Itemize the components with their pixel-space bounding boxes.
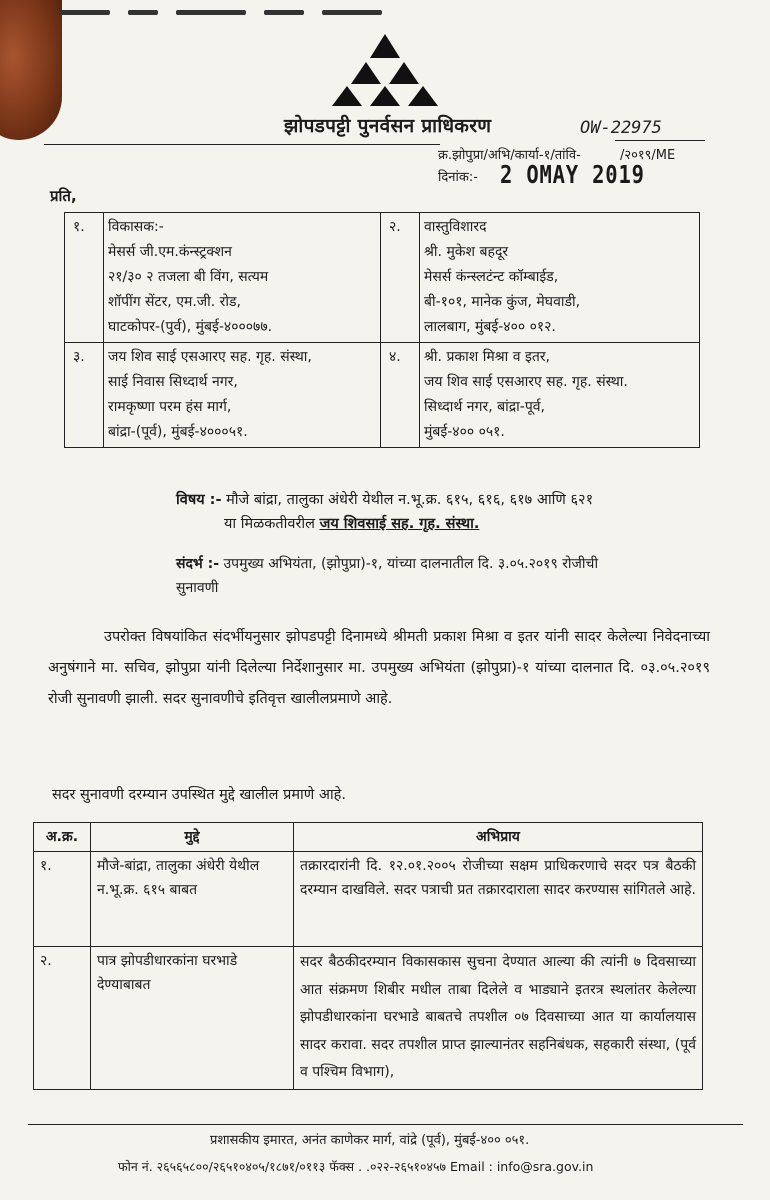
sra-logo-icon <box>330 32 440 108</box>
reference-line1: उपमुख्य अभियंता, (झोपुप्रा)-१, यांच्या दालनातील दि. ३.०५.२०१९ रोजीची <box>223 556 599 572</box>
ref-underline <box>615 140 705 141</box>
body-paragraph: उपरोक्त विषयांकित संदर्भीयनुसार झोपडपट्टी दिनामध्ये श्रीमती प्रकाश मिश्रा व इतर यांनी सादर केलेल्या निवेदनाच्या अनुषंगाने मा. सचिव, झोपुप्रा यांनी दिलेल्या निर्देशानुसार मा. उपमुख्य अभियंता (झोपुप्रा)-१ यांच्या दालनात दि. ०३.०५.२०१९ रोजी सुनावणी झाली. सदर सुनावणीचे इतिवृत्त खालीलप्रमाणे आहे. <box>48 629 710 707</box>
recipient-address: जय शिव साई एसआरए सह. गृह. संस्था, साई निवास सिध्दार्थ नगर, रामकृष्णा परम हंस मार्ग, बांद्रा-(पूर्व), मुंबई-४०००५१. <box>104 343 381 448</box>
recipient-address: वास्तुविशारद श्री. मुकेश बहदूर मेसर्स कंन्स्लटंन्ट कॉम्बाईड, बी-१०१, मानेक कुंज, मेघवाडी, लालबाग, मुंबई-४०० ०१२. <box>420 213 700 343</box>
reference-number-label: क्र.झोपुप्रा/अभि/कार्या-१/तांवि- <box>438 148 581 163</box>
column-header: मुद्दे <box>91 823 294 852</box>
subject <box>176 488 593 536</box>
reference <box>176 552 598 600</box>
organization-name: झोपडपट्टी पुनर्वसन प्राधिकरण <box>284 115 492 137</box>
subject-line1: मौजे बांद्रा, तालुका अंधेरी येथील न.भू.क्र. ६१५, ६१६, ६१७ आणि ६२१ <box>226 492 594 508</box>
footer-address: प्रशासकीय इमारत, अनंत काणेकर मार्ग, वांद्रे (पूर्व), मुंबई-४०० ०५१. <box>210 1133 530 1148</box>
table-row: १. मौजे-बांद्रा, तालुका अंधेरी येथील न.भू.क्र. ६१५ बाबत तक्रारदारांनी दि. १२.०१.२००५ रोजीच्या सक्षम प्राधिकरणाचे सदर पत्र बैठकी दरम्यान दाखविले. सदर पत्राची प्रत तक्रारदाराला सादर करण्यास सांगितले आहे. <box>34 852 703 947</box>
table-row: २. पात्र झोपडीधारकांना घरभाडे देण्याबाबत सदर बैठकीदरम्यान विकासकास सुचना देण्यात आल्या की त्यांनी ७ दिवसाच्या आत संक्रमण शिबीर मधील ताबा दिलेले व भाड्याने इतरत्र स्थलांतर केलेल्या झोपडीधारकांना घरभाडे बाबतचे तपशील ०७ दिवसाच्या आत या कार्यालयास सादर करावा. सदर तपशील प्राप्त झाल्यानंतर सहनिबंधक, सहकारी संस्था, (पूर्व व पश्चिम विभाग), <box>34 947 703 1090</box>
footer-contact: फोन नं. २६५६५८००/२६५१०४०५/१८७१/०११३ फॅक्स . .०२२-२६५१०४५७ Email : info@sra.gov.in <box>118 1159 594 1174</box>
column-header: अभिप्राय <box>294 823 703 852</box>
salutation: प्रति, <box>50 187 77 205</box>
recipient-address: विकासक:- मेसर्स जी.एम.कंन्स्ट्रक्शन २१/३० २ तजला बी विंग, सत्यम शॉपींग सेंटर, एम.जी. रोड, घाटकोपर-(पुर्व), मुंबई-४०००७७. <box>104 213 381 343</box>
recipients-table <box>64 212 700 448</box>
reference-number-suffix: /२०१९/ME <box>620 148 676 163</box>
reference-line2: सुनावणी <box>176 580 219 596</box>
date-stamp: 2 OMAY 2019 <box>500 160 645 189</box>
column-header: अ.क्र. <box>34 823 91 852</box>
header-rule <box>44 144 440 145</box>
recipient-number: ४. <box>381 343 420 448</box>
cropped-top-text <box>60 0 480 8</box>
recipient-number: ३. <box>65 343 104 448</box>
subject-line2: या मिळकतीवरील <box>224 516 315 532</box>
points-table <box>33 822 703 1090</box>
date-label: दिनांक:- <box>438 170 478 185</box>
subject-label: विषय :- <box>176 492 222 508</box>
handwritten-reference: OW-22975 <box>580 118 662 138</box>
points-intro: सदर सुनावणी दरम्यान उपस्थित मुद्दे खालील प्रमाणे आहे. <box>52 787 346 803</box>
reference-label: संदर्भ :- <box>176 556 220 572</box>
footer-rule <box>28 1124 743 1125</box>
recipient-number: १. <box>65 213 104 343</box>
society-name: जय शिवसाई सह. गृह. संस्था. <box>319 516 480 532</box>
recipient-address: श्री. प्रकाश मिश्रा व इतर, जय शिव साई एसआरए सह. गृह. संस्था. सिध्दार्थ नगर, बांद्रा-पूर्व, मुंबई-४०० ०५१. <box>420 343 700 448</box>
finger-blur <box>0 0 62 140</box>
recipient-number: २. <box>381 213 420 343</box>
